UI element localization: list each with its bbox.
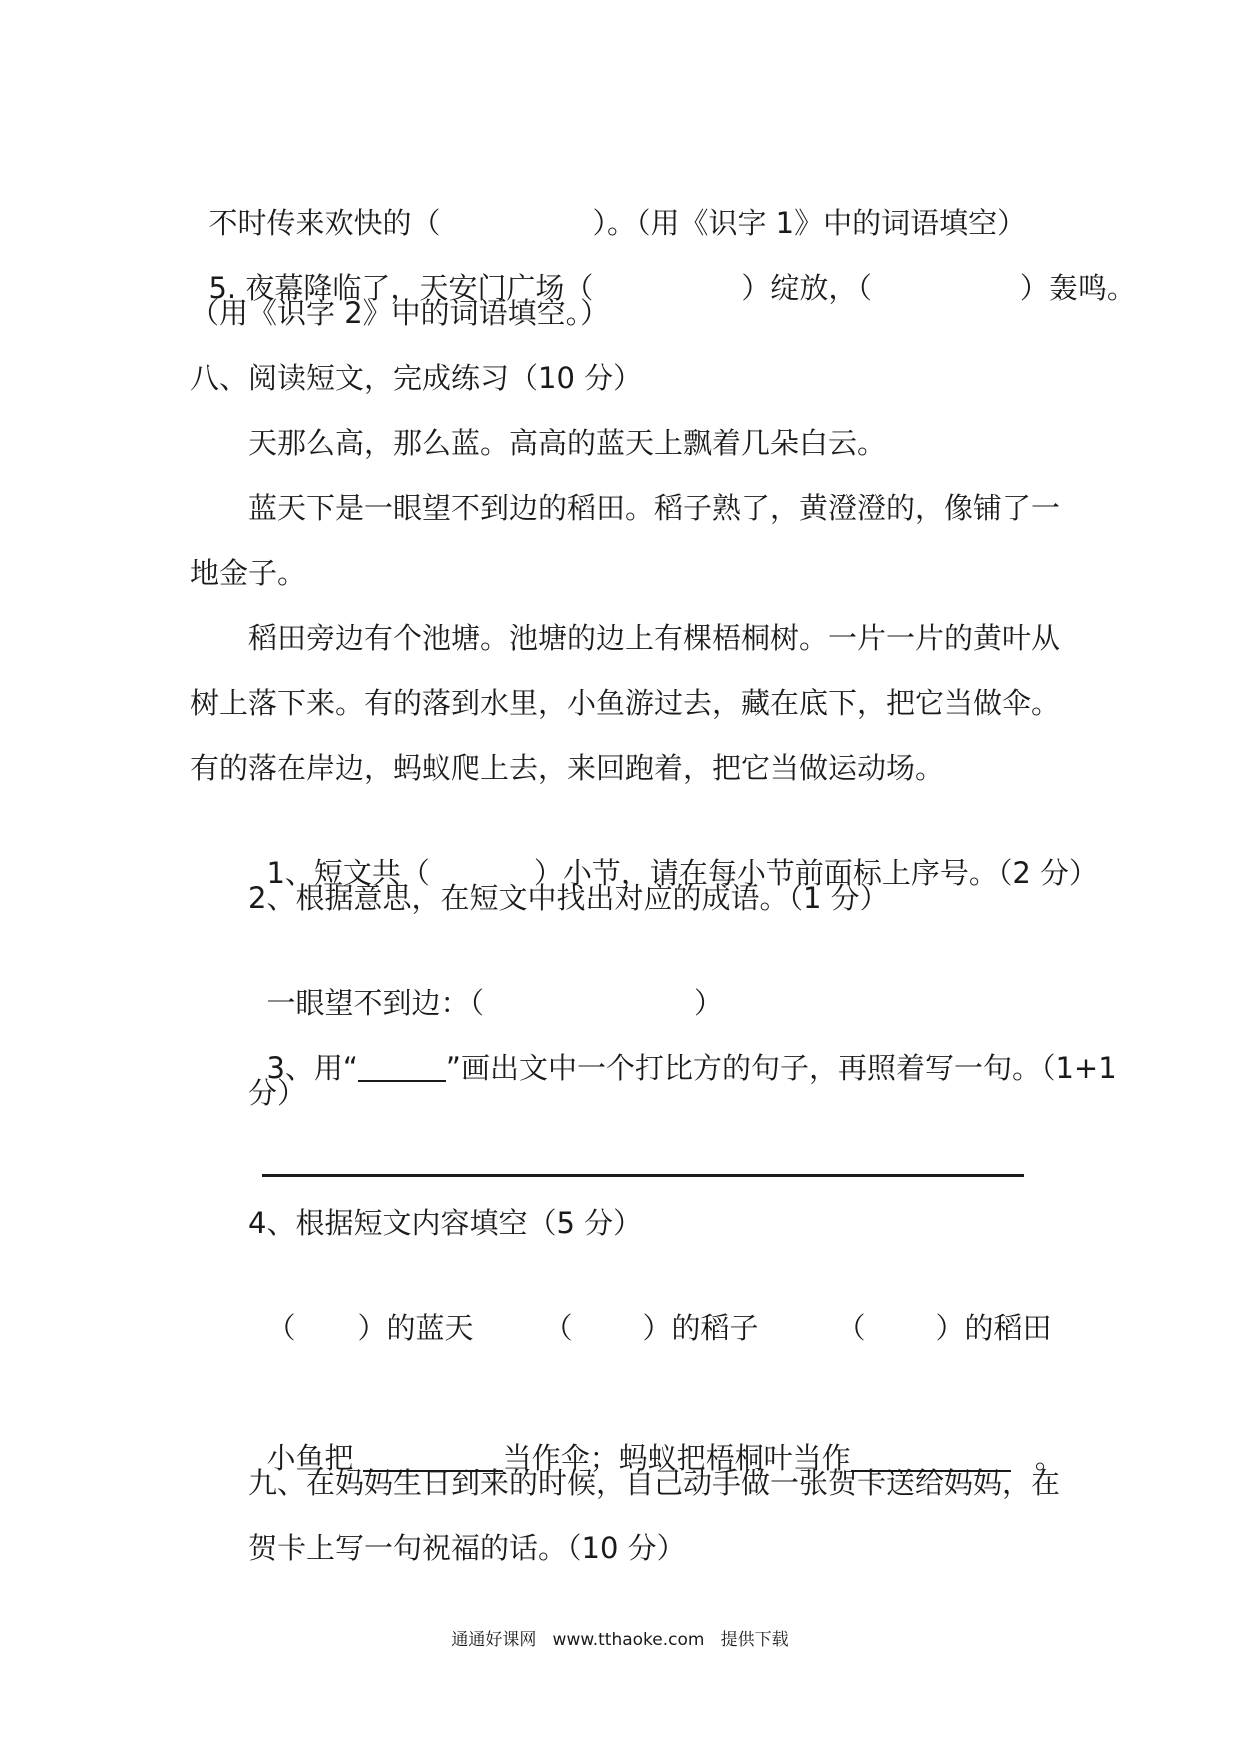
answer-line	[262, 1174, 1024, 1177]
section-9-heading-line-2: 贺卡上写一句祝福的话。（10 分）	[248, 1531, 686, 1565]
section-9-heading-line-1: 九、在妈妈生日到来的时候，自己动手做一张贺卡送给妈妈，在	[248, 1466, 1061, 1500]
question-4-blanks: （ ）的蓝天 （ ）的稻子 （ ）的稻田	[266, 1311, 1052, 1345]
question-4-sentence: 小鱼把 当作伞；蚂蚁把梧桐叶当作 。	[266, 1441, 1064, 1475]
line-2: 5. 夜幕降临了，天安门广场（ ）绽放，（ ）轰鸣。	[208, 271, 1136, 305]
question-1: 1、短文共（ ）小节，请在每小节前面标上序号。（2 分）	[266, 856, 1099, 890]
passage-paragraph-3-line-3: 有的落在岸边，蚂蚁爬上去，来回跑着，把它当做运动场。	[190, 751, 945, 785]
page-footer: 通通好课网 www.tthaoke.com 提供下载	[451, 1630, 789, 1650]
passage-paragraph-2-line-2: 地金子。	[190, 556, 307, 590]
question-3: 3、用“ ”画出文中一个打比方的句子，再照着写一句。（1+1	[266, 1051, 1117, 1085]
section-8-heading: 八、阅读短文，完成练习（10 分）	[190, 361, 643, 395]
passage-paragraph-1: 天那么高，那么蓝。高高的蓝天上飘着几朵白云。	[248, 426, 887, 460]
line-1: 不时传来欢快的（ ）。（用《识字 1》中的词语填空）	[208, 206, 1027, 240]
passage-paragraph-2-line-1: 蓝天下是一眼望不到边的稻田。稻子熟了，黄澄澄的，像铺了一	[248, 491, 1061, 525]
question-4: 4、根据短文内容填空（5 分）	[248, 1206, 643, 1240]
question-3-continued: 分）	[248, 1076, 307, 1110]
passage-paragraph-3-line-2: 树上落下来。有的落到水里，小鱼游过去，藏在底下，把它当做伞。	[190, 686, 1061, 720]
underline-sample	[358, 1050, 446, 1082]
passage-paragraph-3-line-1: 稻田旁边有个池塘。池塘的边上有棵梧桐树。一片一片的黄叶从	[248, 621, 1061, 655]
question-2-answer: 一眼望不到边：（ ）	[266, 986, 723, 1020]
line-3: （用《识字 2》中的词语填空。）	[190, 296, 610, 330]
question-2: 2、根据意思，在短文中找出对应的成语。（1 分）	[248, 881, 889, 915]
